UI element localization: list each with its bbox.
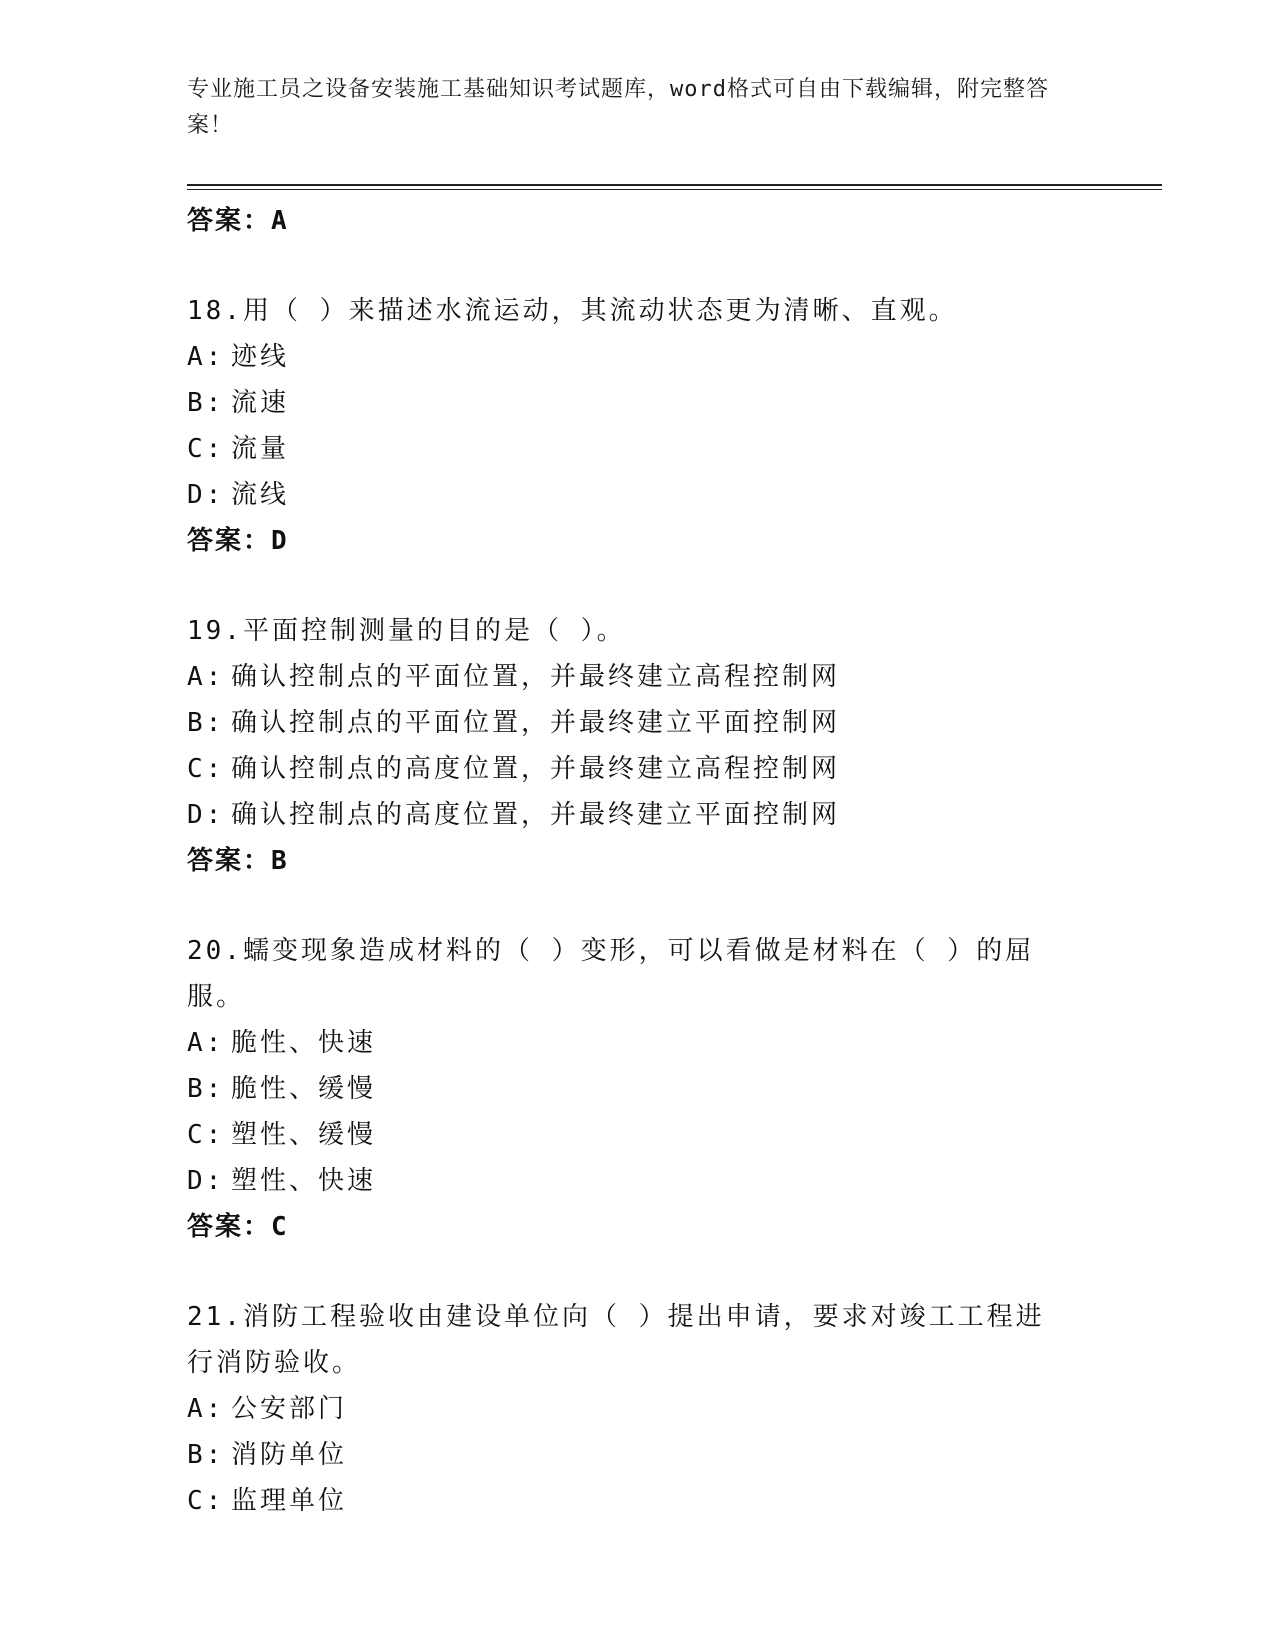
option-b [187, 380, 1162, 426]
option-letter: D: [187, 1166, 225, 1196]
option-text: 确认控制点的高度位置，并最终建立高程控制网 [231, 754, 841, 784]
option-letter: D: [187, 480, 225, 510]
option-letter: C: [187, 1486, 225, 1516]
option-c [187, 746, 1162, 792]
header-divider [187, 184, 1162, 190]
option-letter: A: [187, 1028, 225, 1058]
option-letter: B: [187, 1074, 225, 1104]
option-letter: A: [187, 342, 225, 372]
question-number: 20. [187, 936, 243, 966]
option-text: 流速 [231, 388, 290, 418]
question-20 [187, 928, 1162, 1250]
option-b [187, 1066, 1162, 1112]
option-text: 确认控制点的平面位置，并最终建立高程控制网 [231, 662, 841, 692]
option-letter: C: [187, 434, 225, 464]
question-body: 蠕变现象造成材料的（ ）变形，可以看做是材料在（ ）的屈服。 [187, 936, 1035, 1012]
option-text: 脆性、快速 [231, 1028, 377, 1058]
option-d [187, 792, 1162, 838]
option-text: 公安部门 [231, 1394, 348, 1424]
option-a [187, 1386, 1162, 1432]
option-a [187, 1020, 1162, 1066]
previous-answer: 答案：A [187, 206, 289, 236]
option-c [187, 1112, 1162, 1158]
option-c [187, 1478, 1162, 1524]
question-body: 平面控制测量的目的是（ ）。 [242, 616, 626, 646]
document-page [187, 72, 1162, 1524]
question-18 [187, 288, 1162, 564]
option-letter: D: [187, 800, 225, 830]
question-19 [187, 608, 1162, 884]
option-text: 监理单位 [231, 1486, 348, 1516]
option-text: 确认控制点的高度位置，并最终建立平面控制网 [231, 800, 841, 830]
option-d [187, 472, 1162, 518]
question-text [187, 1294, 1067, 1386]
option-a [187, 654, 1162, 700]
option-letter: A: [187, 1394, 225, 1424]
answer-line: 答案：C [187, 1212, 289, 1242]
option-letter: A: [187, 662, 225, 692]
option-a [187, 334, 1162, 380]
question-number: 19. [187, 616, 243, 646]
option-letter: B: [187, 1440, 225, 1470]
answer-line: 答案：D [187, 526, 289, 556]
question-body: 用（ ）来描述水流运动，其流动状态更为清晰、直观。 [242, 296, 958, 326]
option-text: 确认控制点的平面位置，并最终建立平面控制网 [231, 708, 841, 738]
question-number: 21. [187, 1302, 243, 1332]
option-letter: C: [187, 1120, 225, 1150]
option-text: 迹线 [231, 342, 290, 372]
question-text [187, 928, 1067, 1020]
answer-line: 答案：B [187, 846, 289, 876]
option-text: 塑性、缓慢 [231, 1120, 377, 1150]
question-text [187, 288, 1067, 334]
question-body: 消防工程验收由建设单位向（ ）提出申请，要求对竣工工程进行消防验收。 [187, 1302, 1045, 1378]
option-text: 流量 [231, 434, 290, 464]
option-text: 塑性、快速 [231, 1166, 377, 1196]
option-letter: C: [187, 754, 225, 784]
option-d [187, 1158, 1162, 1204]
option-text: 流线 [231, 480, 290, 510]
option-c [187, 426, 1162, 472]
option-letter: B: [187, 388, 225, 418]
option-text: 消防单位 [231, 1440, 348, 1470]
question-21 [187, 1294, 1162, 1524]
question-text [187, 608, 1067, 654]
option-b [187, 700, 1162, 746]
option-b [187, 1432, 1162, 1478]
document-header: 专业施工员之设备安装施工基础知识考试题库，word格式可自由下载编辑，附完整答案！ [187, 77, 1049, 138]
question-number: 18. [187, 296, 243, 326]
option-letter: B: [187, 708, 225, 738]
option-text: 脆性、缓慢 [231, 1074, 377, 1104]
